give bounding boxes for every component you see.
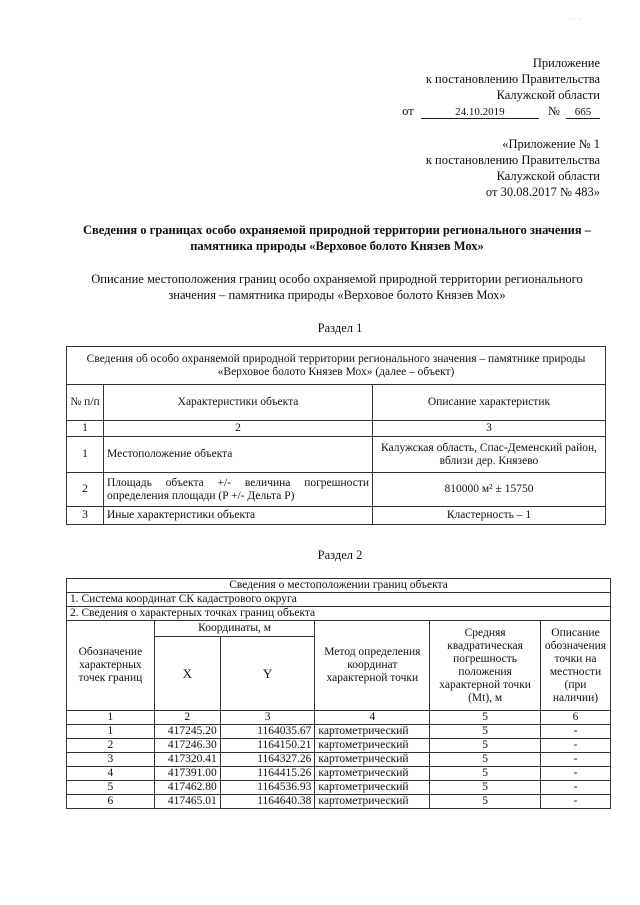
coordinate-system: 1. Система координат СК кадастрового округа — [67, 593, 611, 607]
col-description-header: Описание характеристик — [373, 385, 606, 421]
marking: - — [540, 753, 610, 767]
coord-y: 1164415.26 — [220, 767, 315, 781]
coord-x: 417465.01 — [154, 795, 220, 809]
from-prefix: от — [402, 104, 414, 118]
original-decree-date: от 30.08.2017 № 483» — [485, 185, 600, 199]
accuracy: 5 — [430, 795, 541, 809]
table-row — [67, 507, 606, 525]
col-coordinates-header: Координаты, м — [154, 621, 315, 637]
table-row — [67, 781, 611, 795]
accuracy: 5 — [430, 767, 541, 781]
table-row — [67, 437, 606, 473]
point-id: 5 — [67, 781, 155, 795]
coord-y: 1164536.93 — [220, 781, 315, 795]
original-appendix-header — [300, 136, 600, 200]
table-row — [67, 739, 611, 753]
decree-line: к постановлению Правительства — [425, 72, 600, 86]
method: картометрический — [315, 725, 430, 739]
original-appendix-label: «Приложение № 1 — [502, 137, 600, 151]
method: картометрический — [315, 767, 430, 781]
coord-y: 1164640.38 — [220, 795, 315, 809]
col-point-header: Обозначение характерных точек границ — [67, 621, 155, 711]
table-row — [67, 473, 606, 507]
point-id: 4 — [67, 767, 155, 781]
accuracy: 5 — [430, 753, 541, 767]
col-accuracy-header: Средняя квадратическая погрешность положения характерной точки (Mt), м — [430, 621, 541, 711]
point-id: 1 — [67, 725, 155, 739]
characteristic-value: Калужская область, Спас-Деменский район, вблизи дер. Князево — [373, 437, 606, 473]
index-cell: 5 — [430, 711, 541, 725]
table-row — [67, 795, 611, 809]
point-id: 3 — [67, 753, 155, 767]
document-title: Сведения о границах особо охраняемой природной территории регионального значения – памятника природы «Верховое болото Князев Мох» — [82, 223, 592, 253]
index-cell: 2 — [154, 711, 220, 725]
method: картометрический — [315, 753, 430, 767]
index-cell: 4 — [315, 711, 430, 725]
coord-x: 417320.41 — [154, 753, 220, 767]
characteristic-name: Площадь объекта +/- величина погрешности определения площади (P +/- Дельта P) — [104, 473, 373, 507]
section-1-label: Раздел 1 — [317, 321, 363, 335]
boundary-caption: Сведения о местоположении границ объекта — [67, 579, 611, 593]
appendix-label: Приложение — [532, 56, 600, 70]
decree-number: 665 — [566, 106, 600, 119]
marking: - — [540, 795, 610, 809]
col-num-header: № п/п — [67, 385, 104, 421]
table-row — [67, 753, 611, 767]
accuracy: 5 — [430, 781, 541, 795]
object-info-caption: Сведения об особо охраняемой природной территории регионального значения – памятнике природы «Верховое болото Князев Мох» (далее – объект) — [67, 347, 606, 385]
scan-mark: · · · — [568, 14, 582, 24]
row-number: 1 — [67, 437, 104, 473]
col-x-header: X — [154, 637, 220, 711]
accuracy: 5 — [430, 725, 541, 739]
object-info-table — [66, 346, 606, 525]
number-sign: № — [547, 104, 560, 118]
row-number: 3 — [67, 507, 104, 525]
characteristic-value: 810000 м² ± 15750 — [373, 473, 606, 507]
appendix-header — [300, 55, 600, 119]
marking: - — [540, 781, 610, 795]
characteristic-name: Иные характеристики объекта — [104, 507, 373, 525]
region-line: Калужской области — [496, 88, 600, 102]
method: картометрический — [315, 739, 430, 753]
index-cell: 1 — [67, 421, 104, 437]
table-row — [67, 725, 611, 739]
index-cell: 1 — [67, 711, 155, 725]
method: картометрический — [315, 795, 430, 809]
coord-y: 1164327.26 — [220, 753, 315, 767]
coord-x: 417391.00 — [154, 767, 220, 781]
col-marking-header: Описание обозначения точки на местности (при наличии) — [540, 621, 610, 711]
accuracy: 5 — [430, 739, 541, 753]
marking: - — [540, 767, 610, 781]
characteristic-name: Местоположение объекта — [104, 437, 373, 473]
col-method-header: Метод определения координат характерной точки — [315, 621, 430, 711]
section-2-label: Раздел 2 — [317, 548, 363, 562]
original-decree-line: к постановлению Правительства — [425, 153, 600, 167]
index-cell: 6 — [540, 711, 610, 725]
points-caption: 2. Сведения о характерных точках границ объекта — [67, 607, 611, 621]
point-id: 2 — [67, 739, 155, 753]
index-cell: 3 — [373, 421, 606, 437]
point-id: 6 — [67, 795, 155, 809]
document-subtitle: Описание местоположения границ особо охраняемой природной территории регионального значения – памятника природы «Верховое болото Князев Мох» — [91, 272, 583, 302]
coord-x: 417246.30 — [154, 739, 220, 753]
coord-x: 417462.80 — [154, 781, 220, 795]
characteristic-value: Кластерность – 1 — [373, 507, 606, 525]
row-number: 2 — [67, 473, 104, 507]
col-y-header: Y — [220, 637, 315, 711]
method: картометрический — [315, 781, 430, 795]
boundary-points-table — [66, 578, 611, 809]
decree-date: 24.10.2019 — [421, 106, 539, 119]
coord-y: 1164035.67 — [220, 725, 315, 739]
coord-y: 1164150.21 — [220, 739, 315, 753]
index-cell: 2 — [104, 421, 373, 437]
col-characteristic-header: Характеристики объекта — [104, 385, 373, 421]
marking: - — [540, 739, 610, 753]
table-row — [67, 767, 611, 781]
original-region-line: Калужской области — [496, 169, 600, 183]
decree-date-line — [300, 103, 600, 119]
index-cell: 3 — [220, 711, 315, 725]
marking: - — [540, 725, 610, 739]
coord-x: 417245.20 — [154, 725, 220, 739]
